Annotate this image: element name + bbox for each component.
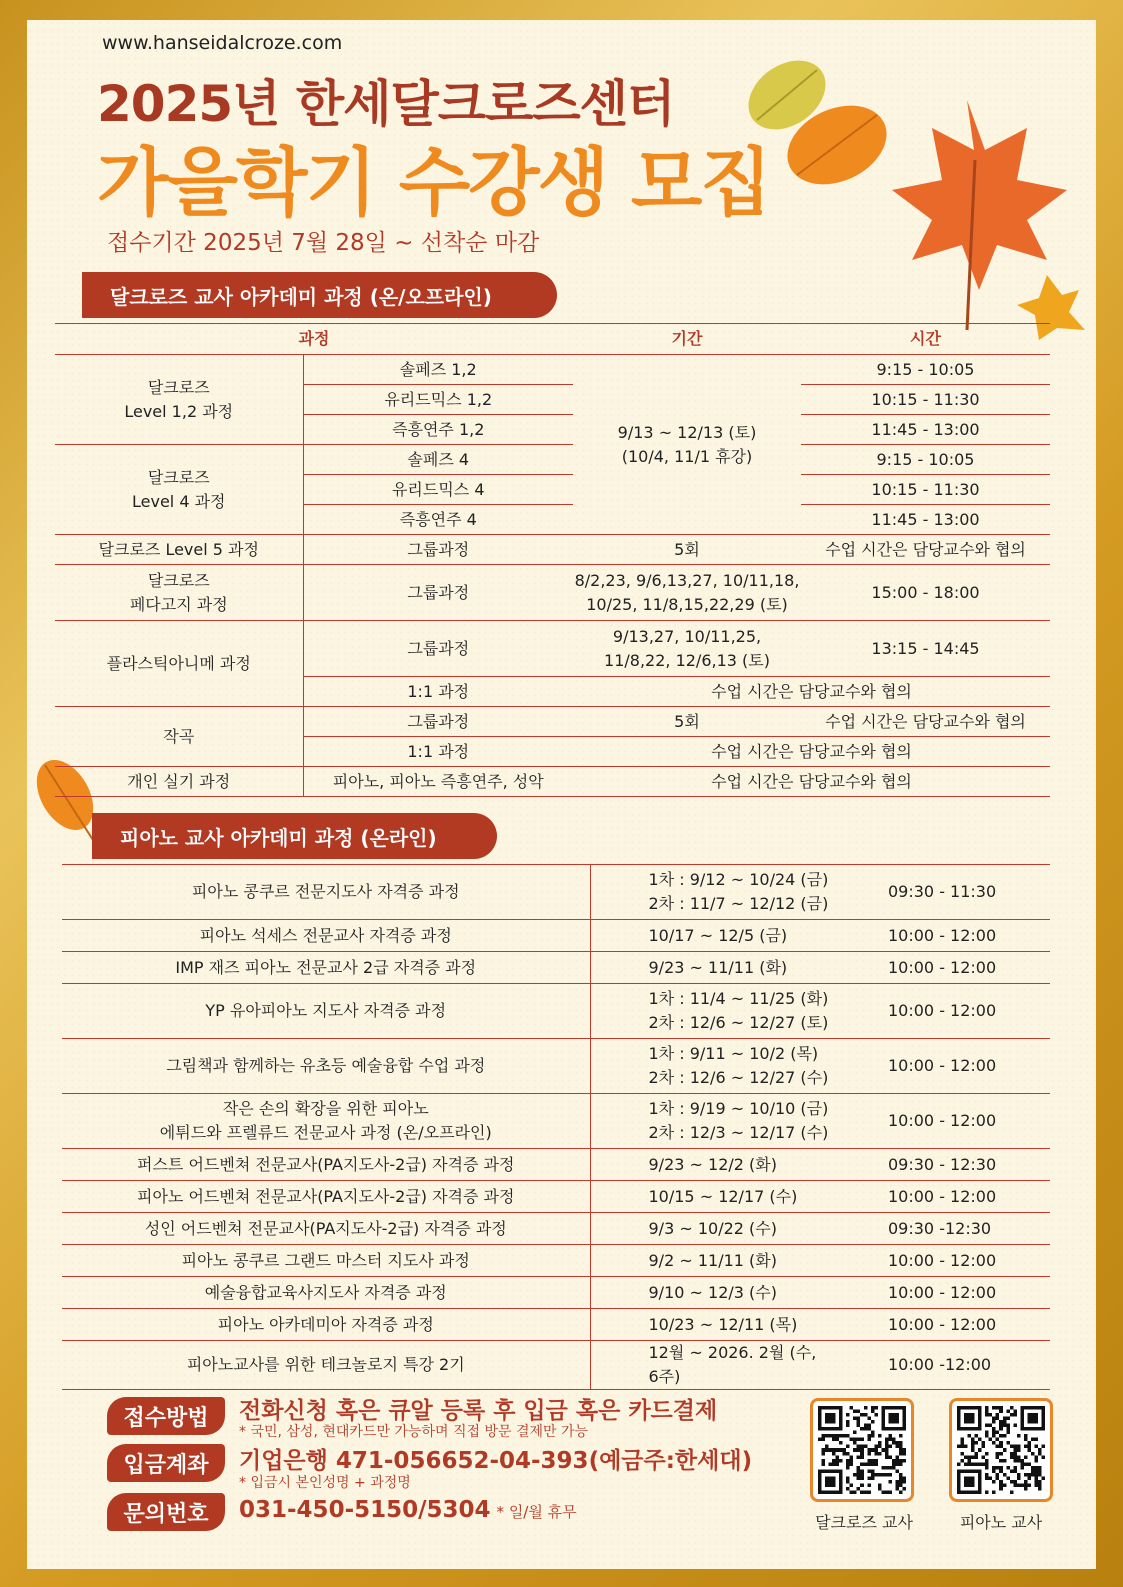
course-cell: IMP 재즈 피아노 전문교사 2급 자격증 과정 — [62, 952, 590, 984]
period-cell: 8/2,23, 9/6,13,27, 10/11,18, 10/25, 11/8,15,22,29 (토) — [573, 565, 801, 621]
sub-course: 1:1 과정 — [303, 677, 573, 707]
account-text: 기업은행 471-056652-04-393(예금주:한세대) — [239, 1448, 753, 1474]
course-level12: 달크로즈 Level 1,2 과정 — [55, 355, 303, 445]
time-cell: 10:00 - 12:00 — [830, 984, 1050, 1039]
section-dalcroze-title: 달크로즈 교사 아카데미 과정 (온/오프라인) — [82, 272, 557, 318]
time-cell: 10:00 - 12:00 — [830, 1277, 1050, 1309]
time-cell: 15:00 - 18:00 — [801, 565, 1050, 621]
contact-note: * 일/월 휴무 — [496, 1503, 577, 1521]
course-level5: 달크로즈 Level 5 과정 — [55, 535, 303, 565]
time-cell: 10:00 - 12:00 — [830, 1309, 1050, 1341]
course-practical: 개인 실기 과정 — [55, 767, 303, 797]
table-row — [62, 1149, 1050, 1181]
period-cell: 수업 시간은 담당교수와 협의 — [573, 677, 1050, 707]
period-cell: 10/15 ~ 12/17 (수) — [590, 1181, 830, 1213]
sub-course: 유리드믹스 1,2 — [303, 385, 573, 415]
course-pedagogy: 달크로즈 페다고지 과정 — [55, 565, 303, 621]
level-period: 9/13 ~ 12/13 (토) (10/4, 11/1 휴강) — [573, 355, 801, 535]
qr-piano[interactable] — [949, 1398, 1053, 1502]
title-recruitment: 가을학기 수강생 모집 — [97, 140, 770, 226]
sub-course: 1:1 과정 — [303, 737, 573, 767]
course-cell: 피아노 어드벤쳐 전문교사(PA지도사-2급) 자격증 과정 — [62, 1181, 590, 1213]
course-cell: 작은 손의 확장을 위한 피아노 에튀드와 프렐류드 전문교사 과정 (온/오프라인) — [62, 1094, 590, 1149]
sub-course: 즉흥연주 1,2 — [303, 415, 573, 445]
contact-number[interactable]: 031-450-5150/5304 — [239, 1497, 491, 1523]
qr-piano-label: 피아노 교사 — [959, 1513, 1043, 1532]
account-label: 입금계좌 — [107, 1444, 225, 1482]
time-cell: 10:00 -12:00 — [830, 1341, 1050, 1390]
time-cell: 13:15 - 14:45 — [801, 621, 1050, 677]
table-row — [55, 767, 1050, 797]
time-cell: 09:30 - 11:30 — [830, 865, 1050, 920]
table-row — [62, 1039, 1050, 1094]
apply-method-text: 전화신청 혹은 큐알 등록 후 입금 혹은 카드결제 — [239, 1398, 718, 1424]
poster — [27, 20, 1096, 1569]
contact-text[interactable] — [239, 1497, 577, 1523]
course-level4: 달크로즈 Level 4 과정 — [55, 445, 303, 535]
table-row — [62, 1277, 1050, 1309]
website-url[interactable]: www.hanseidalcroze.com — [102, 32, 343, 54]
time-cell: 수업 시간은 담당교수와 협의 — [801, 535, 1050, 565]
sub-course: 유리드믹스 4 — [303, 475, 573, 505]
table-row — [62, 920, 1050, 952]
application-period: 접수기간 2025년 7월 28일 ~ 선착순 마감 — [107, 230, 540, 256]
sub-course: 그룹과정 — [303, 621, 573, 677]
period-cell: 9/3 ~ 10/22 (수) — [590, 1213, 830, 1245]
time-cell: 10:00 - 12:00 — [830, 920, 1050, 952]
period-cell: 1차 : 9/12 ~ 10/24 (금) 2차 : 11/7 ~ 12/12 (금) — [590, 865, 830, 920]
course-cell: 피아노 콩쿠르 전문지도사 자격증 과정 — [62, 865, 590, 920]
qr-dalcroze[interactable] — [810, 1398, 914, 1502]
period-cell: 9/13,27, 10/11,25, 11/8,22, 12/6,13 (토) — [573, 621, 801, 677]
table-row — [55, 355, 1050, 385]
table-row — [62, 1094, 1050, 1149]
course-cell: 성인 어드벤쳐 전문교사(PA지도사-2급) 자격증 과정 — [62, 1213, 590, 1245]
qr-code-icon — [818, 1406, 906, 1494]
table-row — [55, 707, 1050, 737]
period-cell: 9/23 ~ 12/2 (화) — [590, 1149, 830, 1181]
account-note: * 입금시 본인성명 + 과정명 — [239, 1475, 411, 1491]
sub-course: 솔페즈 4 — [303, 445, 573, 475]
period-cell: 9/2 ~ 11/11 (화) — [590, 1245, 830, 1277]
table-row — [62, 865, 1050, 920]
title-center-name: 2025년 한세달크로즈센터 — [97, 75, 675, 133]
time-cell: 10:00 - 12:00 — [830, 1181, 1050, 1213]
autumn-leaves-icon — [717, 40, 1087, 340]
qr-dalcroze-label: 달크로즈 교사 — [815, 1513, 913, 1532]
time-cell: 10:00 - 12:00 — [830, 952, 1050, 984]
period-cell: 5회 — [573, 535, 801, 565]
course-cell: 피아노 석세스 전문교사 자격증 과정 — [62, 920, 590, 952]
sub-course: 그룹과정 — [303, 565, 573, 621]
table-header-row — [55, 324, 1050, 355]
table-row — [55, 565, 1050, 621]
course-plastique: 플라스틱아니메 과정 — [55, 621, 303, 707]
course-cell: 퍼스트 어드벤쳐 전문교사(PA지도사-2급) 자격증 과정 — [62, 1149, 590, 1181]
time-cell: 10:15 - 11:30 — [801, 475, 1050, 505]
table-row — [62, 952, 1050, 984]
header-time: 시간 — [801, 324, 1050, 355]
time-cell: 10:00 - 12:00 — [830, 1094, 1050, 1149]
table-row — [55, 621, 1050, 677]
period-cell: 5회 — [573, 707, 801, 737]
contact-label: 문의번호 — [107, 1493, 225, 1531]
table-row — [62, 1309, 1050, 1341]
time-cell: 9:15 - 10:05 — [801, 355, 1050, 385]
period-cell: 10/17 ~ 12/5 (금) — [590, 920, 830, 952]
time-cell: 11:45 - 13:00 — [801, 505, 1050, 535]
header-period: 기간 — [573, 324, 801, 355]
period-cell: 1차 : 9/19 ~ 10/10 (금) 2차 : 12/3 ~ 12/17 (수) — [590, 1094, 830, 1149]
table-row — [62, 1181, 1050, 1213]
period-cell: 9/10 ~ 12/3 (수) — [590, 1277, 830, 1309]
period-cell: 10/23 ~ 12/11 (목) — [590, 1309, 830, 1341]
period-cell: 1차 : 9/11 ~ 10/2 (목) 2차 : 12/6 ~ 12/27 (수) — [590, 1039, 830, 1094]
period-cell: 수업 시간은 담당교수와 협의 — [573, 737, 1050, 767]
table-row — [62, 1341, 1050, 1390]
time-cell: 9:15 - 10:05 — [801, 445, 1050, 475]
period-cell: 수업 시간은 담당교수와 협의 — [573, 767, 1050, 797]
time-cell: 10:15 - 11:30 — [801, 385, 1050, 415]
table-row — [55, 445, 1050, 475]
time-cell: 11:45 - 13:00 — [801, 415, 1050, 445]
course-cell: 피아노 콩쿠르 그랜드 마스터 지도사 과정 — [62, 1245, 590, 1277]
piano-course-table — [62, 864, 1050, 1390]
period-cell: 9/23 ~ 11/11 (화) — [590, 952, 830, 984]
time-cell: 09:30 - 12:30 — [830, 1149, 1050, 1181]
time-cell: 09:30 -12:30 — [830, 1213, 1050, 1245]
time-cell: 10:00 - 12:00 — [830, 1039, 1050, 1094]
course-cell: 피아노 아카데미아 자격증 과정 — [62, 1309, 590, 1341]
apply-method-note: * 국민, 삼성, 현대카드만 가능하며 직접 방문 결제만 가능 — [239, 1424, 589, 1440]
sub-course: 피아노, 피아노 즉흥연주, 성악 — [303, 767, 573, 797]
course-cell: 예술융합교육사지도사 자격증 과정 — [62, 1277, 590, 1309]
dalcroze-course-table — [55, 323, 1050, 797]
course-composition: 작곡 — [55, 707, 303, 767]
time-cell: 수업 시간은 담당교수와 협의 — [801, 707, 1050, 737]
table-row — [62, 984, 1050, 1039]
header-course: 과정 — [55, 324, 573, 355]
table-row — [62, 1213, 1050, 1245]
table-row — [62, 1245, 1050, 1277]
apply-method-label: 접수방법 — [107, 1397, 225, 1435]
qr-code-icon — [957, 1406, 1045, 1494]
table-row — [55, 535, 1050, 565]
course-cell: YP 유아피아노 지도사 자격증 과정 — [62, 984, 590, 1039]
sub-course: 그룹과정 — [303, 535, 573, 565]
course-cell: 그림책과 함께하는 유초등 예술융합 수업 과정 — [62, 1039, 590, 1094]
section-piano-title: 피아노 교사 아카데미 과정 (온라인) — [92, 813, 497, 859]
period-cell: 12월 ~ 2026. 2월 (수, 6주) — [590, 1341, 830, 1390]
sub-course: 솔페즈 1,2 — [303, 355, 573, 385]
time-cell: 10:00 - 12:00 — [830, 1245, 1050, 1277]
sub-course: 즉흥연주 4 — [303, 505, 573, 535]
sub-course: 그룹과정 — [303, 707, 573, 737]
period-cell: 1차 : 11/4 ~ 11/25 (화) 2차 : 12/6 ~ 12/27 (토) — [590, 984, 830, 1039]
course-cell: 피아노교사를 위한 테크놀로지 특강 2기 — [62, 1341, 590, 1390]
